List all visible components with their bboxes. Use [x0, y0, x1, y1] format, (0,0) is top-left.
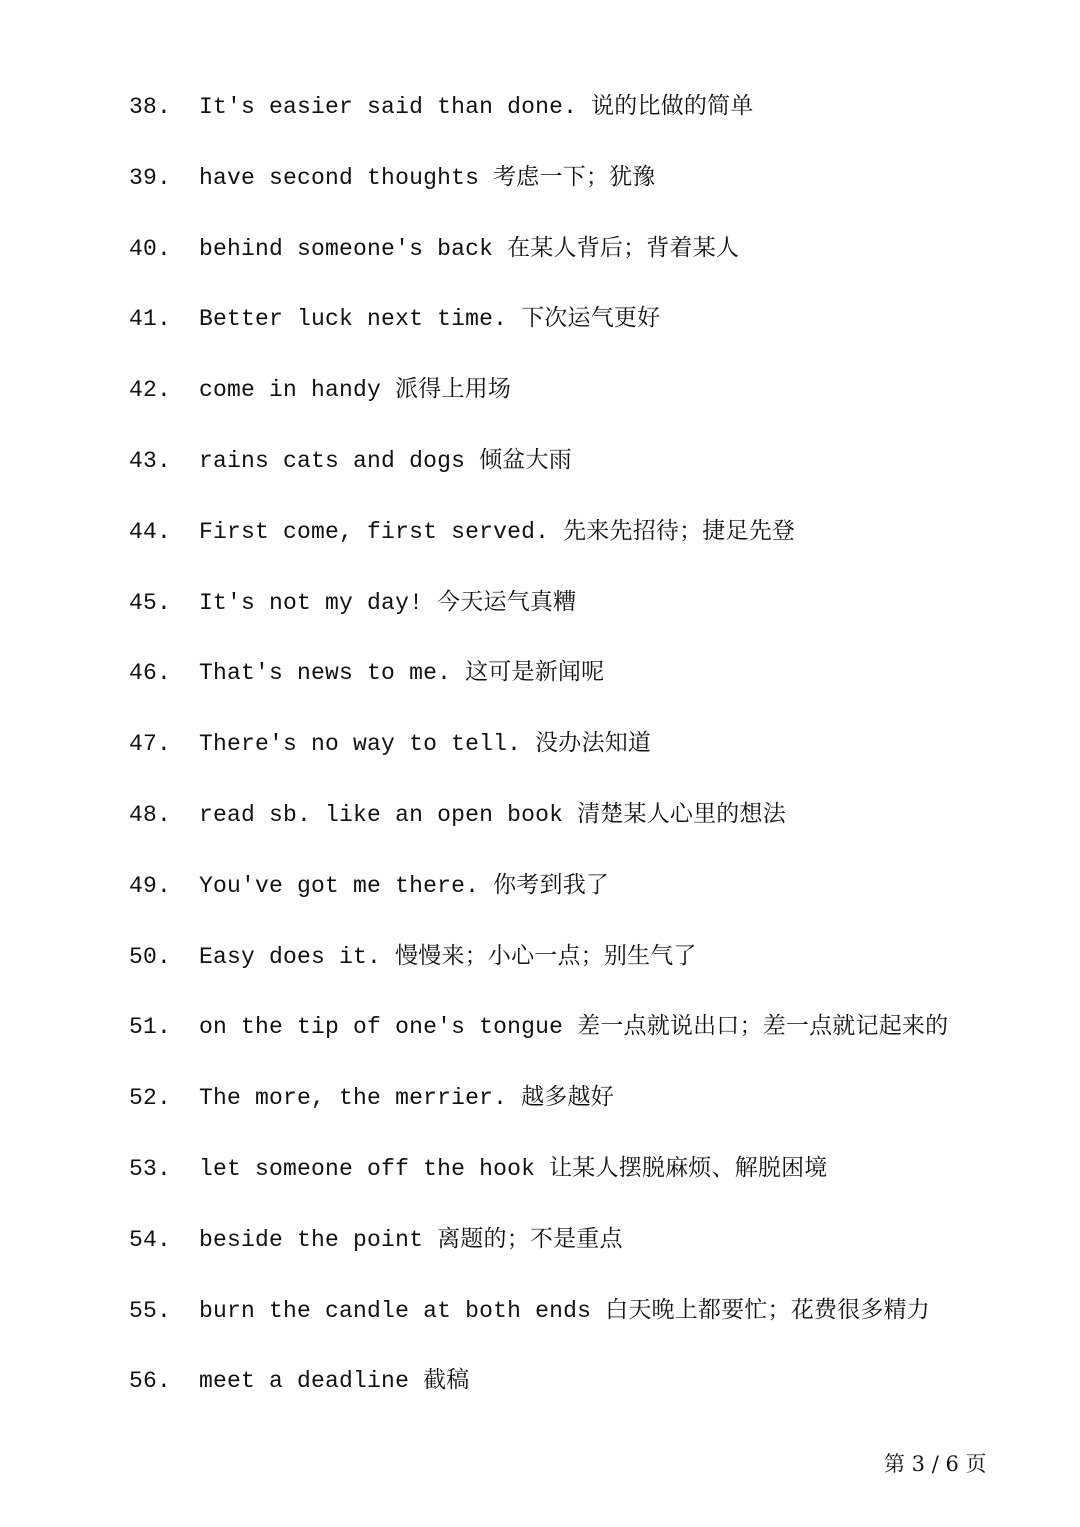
english-phrase: read sb. like an open book: [199, 801, 564, 828]
english-phrase: have second thoughts: [199, 164, 480, 191]
phrase-entry: [129, 867, 948, 938]
entry-number: 51.: [129, 1014, 172, 1041]
chinese-meaning: 离题的；不是重点: [437, 1225, 623, 1252]
phrase-entry: [129, 513, 948, 584]
chinese-meaning: 先来先招待；捷足先登: [563, 517, 796, 544]
entry-number: 55.: [129, 1297, 172, 1324]
english-phrase: Easy does it.: [199, 943, 382, 970]
phrase-entry: [129, 1079, 948, 1150]
phrase-entry: [129, 584, 948, 655]
phrase-list: [129, 88, 948, 1433]
chinese-meaning: 清楚某人心里的想法: [577, 800, 786, 827]
phrase-entry: [129, 159, 948, 230]
entry-number: 43.: [129, 447, 172, 474]
chinese-meaning: 截稿: [423, 1367, 470, 1394]
chinese-meaning: 今天运气真糟: [437, 588, 577, 615]
entry-number: 46.: [129, 660, 172, 687]
english-phrase: That's news to me.: [199, 660, 452, 687]
english-phrase: behind someone's back: [199, 235, 494, 262]
phrase-entry: [129, 938, 948, 1009]
english-phrase: beside the point: [199, 1226, 424, 1253]
entry-number: 42.: [129, 377, 172, 404]
phrase-entry: [129, 1150, 948, 1221]
entry-number: 48.: [129, 801, 172, 828]
entry-number: 38.: [129, 94, 172, 120]
phrase-entry: [129, 1292, 948, 1363]
english-phrase: The more, the merrier.: [199, 1085, 508, 1112]
english-phrase: You've got me there.: [199, 872, 480, 899]
chinese-meaning: 差一点就说出口；差一点就记起来的: [577, 1013, 949, 1040]
english-phrase: let someone off the hook: [199, 1155, 536, 1182]
english-phrase: rains cats and dogs: [199, 447, 466, 474]
entry-number: 45.: [129, 589, 172, 616]
chinese-meaning: 慢慢来；小心一点；别生气了: [395, 942, 697, 969]
chinese-meaning: 考虑一下；犹豫: [493, 163, 656, 190]
phrase-entry: [129, 796, 948, 867]
english-phrase: come in handy: [199, 377, 382, 404]
english-phrase: meet a deadline: [199, 1368, 410, 1395]
english-phrase: on the tip of one's tongue: [199, 1014, 564, 1041]
chinese-meaning: 下次运气更好: [521, 305, 661, 332]
english-phrase: It's not my day!: [199, 589, 424, 616]
entry-number: 53.: [129, 1155, 172, 1182]
page-number: 第 3 / 6 页: [884, 1452, 987, 1476]
english-phrase: burn the candle at both ends: [199, 1297, 592, 1324]
entry-number: 54.: [129, 1226, 172, 1253]
chinese-meaning: 白天晚上都要忙；花费很多精力: [605, 1296, 930, 1323]
phrase-entry: [129, 230, 948, 301]
chinese-meaning: 越多越好: [521, 1084, 614, 1111]
entry-number: 50.: [129, 943, 172, 970]
entry-number: 52.: [129, 1085, 172, 1112]
phrase-entry: [129, 371, 948, 442]
chinese-meaning: 让某人摆脱麻烦、解脱困境: [549, 1154, 828, 1181]
english-phrase: Better luck next time.: [199, 306, 508, 333]
chinese-meaning: 倾盆大雨: [479, 446, 572, 473]
phrase-entry: [129, 442, 948, 513]
chinese-meaning: 说的比做的简单: [591, 93, 754, 119]
chinese-meaning: 在某人背后；背着某人: [507, 234, 740, 261]
entry-number: 41.: [129, 306, 172, 333]
phrase-entry: [129, 88, 948, 159]
entry-number: 39.: [129, 164, 172, 191]
english-phrase: There's no way to tell.: [199, 731, 522, 758]
chinese-meaning: 这可是新闻呢: [465, 659, 605, 686]
entry-number: 44.: [129, 518, 172, 545]
phrase-entry: [129, 1221, 948, 1292]
entry-number: 40.: [129, 235, 172, 262]
phrase-entry: [129, 725, 948, 796]
phrase-entry: [129, 300, 948, 371]
entry-number: 47.: [129, 731, 172, 758]
english-phrase: It's easier said than done.: [199, 94, 578, 120]
phrase-entry: [129, 654, 948, 725]
phrase-entry: [129, 1362, 948, 1433]
chinese-meaning: 你考到我了: [493, 871, 610, 898]
chinese-meaning: 派得上用场: [395, 376, 512, 403]
entry-number: 56.: [129, 1368, 172, 1395]
chinese-meaning: 没办法知道: [535, 730, 652, 757]
phrase-entry: [129, 1008, 948, 1079]
english-phrase: First come, first served.: [199, 518, 550, 545]
entry-number: 49.: [129, 872, 172, 899]
